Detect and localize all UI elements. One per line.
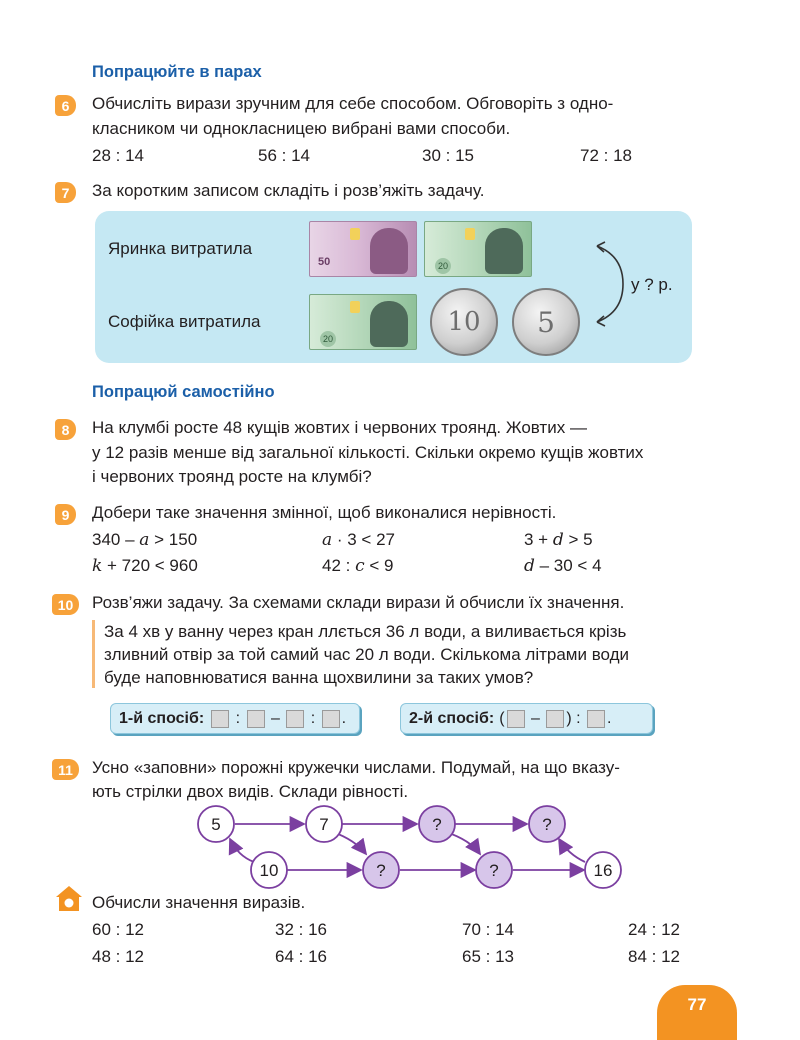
home-icon xyxy=(54,884,84,912)
banknote-20-icon xyxy=(309,294,417,350)
section-heading-self: Попрацюй самостійно xyxy=(92,383,275,401)
coin-10-icon xyxy=(430,288,498,356)
task10-note-line1: За 4 хв у ванну через кран ллється 36 л води, а виливається крізь xyxy=(104,622,627,641)
task-number-11: 11 xyxy=(52,759,79,780)
task11-text-line1: Усно «заповни» порожні кружечки числами. Подумай, на що вказу- xyxy=(92,758,620,777)
homework-text: Обчисли значення виразів. xyxy=(92,893,306,912)
portrait-icon xyxy=(485,228,523,274)
circle-label: ? xyxy=(542,815,552,834)
circle-label: 10 xyxy=(259,861,279,880)
task8-text-line3: і червоних троянд росте на клумбі? xyxy=(92,467,372,486)
coin-denomination: 10 xyxy=(447,307,481,337)
task6-expression: 28 : 14 xyxy=(92,146,144,165)
inequality: 3 + d > 5 xyxy=(524,530,593,550)
arrow-diagram xyxy=(190,802,630,894)
homework-expression: 64 : 16 xyxy=(275,947,327,966)
task6-expression: 56 : 14 xyxy=(258,146,310,165)
inequality: d – 30 < 4 xyxy=(524,556,602,576)
task-number-8: 8 xyxy=(55,419,76,440)
blank-box[interactable] xyxy=(546,710,564,728)
task10-note-line2: зливний отвір за той самий час 20 л води. Скількома літрами води xyxy=(104,645,630,664)
homework-expression: 32 : 16 xyxy=(275,920,327,939)
homework-expression: 70 : 14 xyxy=(462,920,514,939)
banknote-50-icon xyxy=(309,221,417,277)
homework-expression: 48 : 12 xyxy=(92,947,144,966)
task8-text-line1: На клумбі росте 48 кущів жовтих і червоних троянд. Жовтих — xyxy=(92,418,587,437)
task6-expression: 30 : 15 xyxy=(422,146,474,165)
blank-box[interactable] xyxy=(211,710,229,728)
inequality: 340 – a > 150 xyxy=(92,530,198,550)
blank-box[interactable] xyxy=(322,710,340,728)
task7-text: За коротким записом складіть і розв’яжіть задачу. xyxy=(92,181,485,200)
homework-expression: 65 : 13 xyxy=(462,947,514,966)
homework-expression: 60 : 12 xyxy=(92,920,144,939)
circle-label: ? xyxy=(432,815,442,834)
arrow xyxy=(230,839,254,862)
circle-label: 7 xyxy=(319,815,329,834)
blank-box[interactable] xyxy=(247,710,265,728)
row-label-yarynka: Яринка витратила xyxy=(108,239,253,258)
task10-note-line3: буде наповнюватися ванна щохвилини за таких умов? xyxy=(104,668,534,687)
task-number-6: 6 xyxy=(55,95,76,116)
circle-label: ? xyxy=(489,861,499,880)
task8-text-line2: у 12 разів менше від загальної кількості. Скільки окремо кущів жовтих xyxy=(92,443,644,462)
arrow xyxy=(559,839,585,862)
inequality: a · 3 < 27 xyxy=(322,530,395,550)
banknote-20-icon xyxy=(424,221,532,277)
homework-expression: 24 : 12 xyxy=(628,920,680,939)
blank-box[interactable] xyxy=(587,710,605,728)
portrait-icon xyxy=(370,228,408,274)
task9-text: Добери таке значення змінної, щоб виконалися нерівності. xyxy=(92,503,557,522)
page-number: 77 xyxy=(657,985,737,1040)
method-1-label: 1-й спосіб: xyxy=(119,709,205,727)
emblem-icon xyxy=(465,228,475,240)
homework-expression: 84 : 12 xyxy=(628,947,680,966)
coin-5-icon xyxy=(512,288,580,356)
task11-text-line2: ють стрілки двох видів. Склади рівності. xyxy=(92,782,409,801)
banknote-denomination: 20 xyxy=(320,331,336,347)
method-2-label: 2-й спосіб: xyxy=(409,709,495,727)
circle-label: 16 xyxy=(593,861,613,880)
blank-box[interactable] xyxy=(507,710,525,728)
banknote-denomination: 50 xyxy=(318,256,331,268)
task6-text-line2: класником чи однокласницею вибрані вами способи. xyxy=(92,119,511,138)
row-label-sofiika: Софійка витратила xyxy=(108,312,261,331)
emblem-icon xyxy=(350,228,360,240)
task6-text-line1: Обчисліть вирази зручним для себе способом. Обговоріть з одно- xyxy=(92,94,614,113)
comparison-arrow-icon xyxy=(585,236,635,332)
task-number-7: 7 xyxy=(55,182,76,203)
method-1-scheme: 1-й спосіб: : – : . xyxy=(110,703,360,734)
banknote-denomination: 20 xyxy=(435,258,451,274)
task6-expression: 72 : 18 xyxy=(580,146,632,165)
coin-denomination: 5 xyxy=(537,305,555,339)
circle-label: ? xyxy=(376,861,386,880)
blank-box[interactable] xyxy=(286,710,304,728)
method-2-scheme: 2-й спосіб: ( – ) : . xyxy=(400,703,653,734)
section-heading-pairs: Попрацюйте в парах xyxy=(92,63,262,81)
question-label: у ? р. xyxy=(631,275,673,294)
inequality: k + 720 < 960 xyxy=(92,556,198,576)
inequality: 42 : c < 9 xyxy=(322,556,394,576)
task-number-9: 9 xyxy=(55,504,76,525)
task-number-10: 10 xyxy=(52,594,79,615)
portrait-icon xyxy=(370,301,408,347)
emblem-icon xyxy=(350,301,360,313)
circle-label: 5 xyxy=(211,815,221,834)
task10-text: Розв’яжи задачу. За схемами склади вирази й обчисли їх значення. xyxy=(92,593,625,612)
